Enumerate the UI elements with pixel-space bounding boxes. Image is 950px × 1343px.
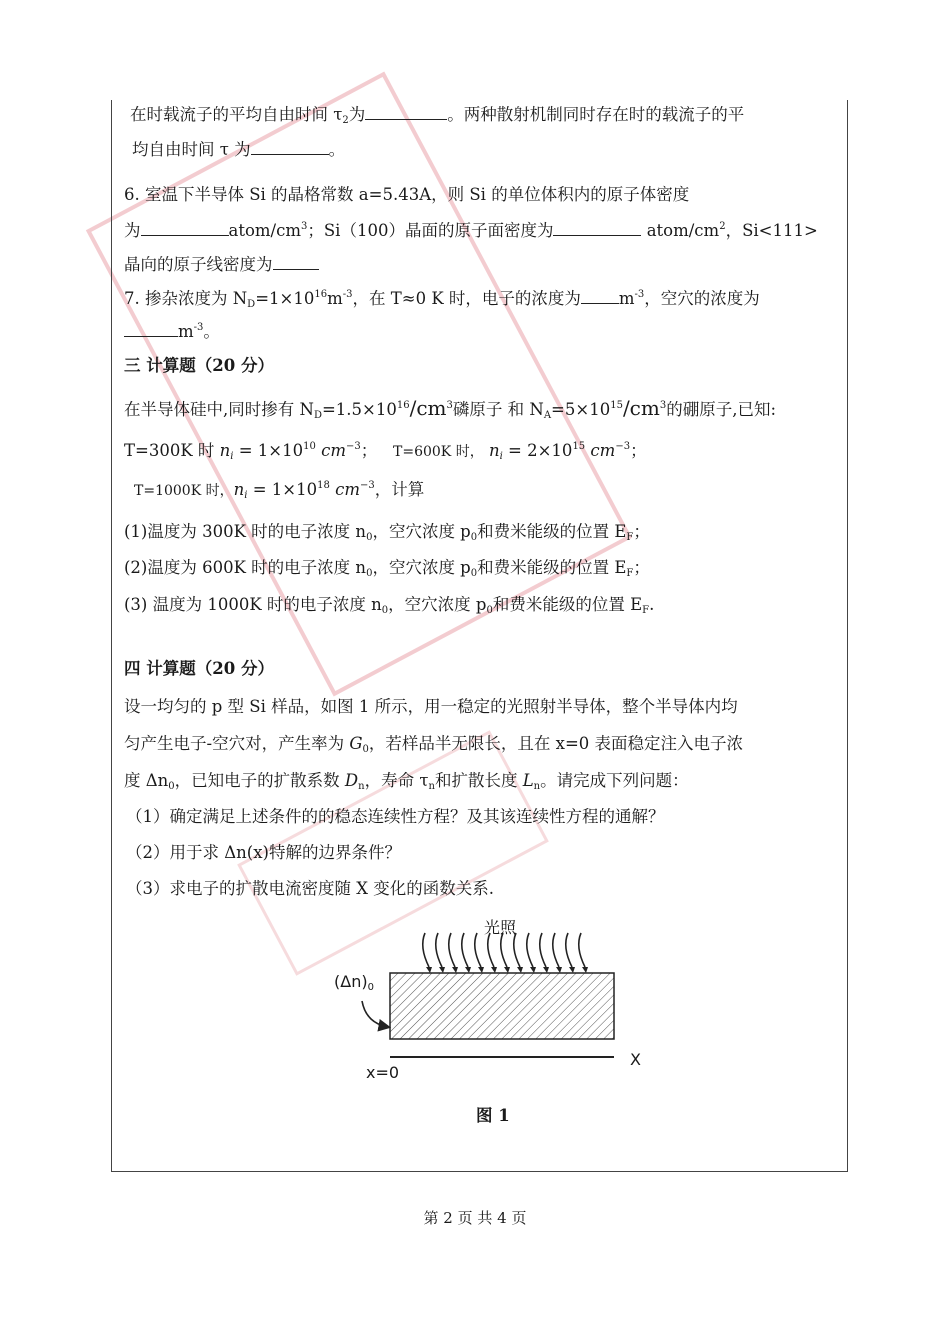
sec4-line3: 度 $\Delta n_0$，已知电子的扩散系数 $D_n$，寿命 $\tau_n$和扩散长度 $L_n$。请完成下列问题： xyxy=(124,771,689,792)
sec3-temp-300-600: T=300K 时 $n_i = 1\times 10^{10}$ $cm^{-3}$； T=600K 时， $n_i = 2\times 10^{15}$ $cm^{-3}$； xyxy=(124,441,647,462)
q5-line1: 在时载流子的平均自由时间 $\tau_2$为 。两种散射机制同时存在时的载流子的平 xyxy=(130,105,745,126)
q5-line2: 均自由时间 τ 为 。 xyxy=(132,140,346,159)
semiconductor-sample xyxy=(390,973,614,1039)
delta-n0-label: $(\Delta n)_0$ xyxy=(334,972,374,993)
injection-arrow xyxy=(362,1001,388,1027)
section4-title: 四 计算题（20 分） xyxy=(124,659,274,678)
sec3-problem-line: 在半导体硅中,同时掺有 $N_D=1.5\times 10^{16}/cm^3$磷原子 和 $N_A=5\times 10^{15}/cm^3$的硼原子,已知: xyxy=(124,396,777,421)
q7-line2: $m^{-3}$。 xyxy=(124,320,220,343)
section3-title: 三 计算题（20 分） xyxy=(124,356,274,375)
sec4-sub1: （1）确定满足上述条件的的稳态连续性方程？及其该连续性方程的通解？ xyxy=(126,807,665,826)
sec3-q2: (2)温度为 600K 时的电子浓度 $n_0$，空穴浓度 $p_0$和费米能级的位置 $E_F$； xyxy=(124,558,650,579)
sec4-sub2: （2）用于求 Δn(x)特解的边界条件？ xyxy=(126,843,401,862)
light-label: 光照 xyxy=(484,918,517,937)
sec4-line1: 设一均匀的 p 型 Si 样品，如图 1 所示，用一稳定的光照射半导体，整个半导体内均 xyxy=(124,697,738,716)
figure-caption: 图 1 xyxy=(476,1106,510,1125)
sec3-q1: (1)温度为 300K 时的电子浓度 $n_0$，空穴浓度 $p_0$和费米能级的位置 $E_F$； xyxy=(124,522,650,543)
q6-line1: 6. 室温下半导体 Si 的晶格常数 a=5.43A，则 Si 的单位体积内的原子体密度 xyxy=(124,185,690,204)
sec3-temp-1000: T=1000K 时，$n_i = 1\times 10^{18}$ $cm^{-3}$，计算 xyxy=(134,480,425,501)
page-footer: 第 2 页 共 4 页 xyxy=(423,1209,527,1227)
q7-line1: 7. 掺杂浓度为 $N_D=1\times 10^{16}m^{-3}$，在 T≈0 K 时，电子的浓度为 $m^{-3}$，空穴的浓度为 xyxy=(124,289,760,310)
sec4-line2: 匀产生电子-空穴对，产生率为 $G_0$，若样品半无限长，且在 x=0 表面稳定注入电子浓 xyxy=(124,734,744,755)
x-axis-label: X xyxy=(630,1050,641,1069)
light-arrows xyxy=(423,933,585,967)
q6-line3: 晶向的原子线密度为 xyxy=(124,253,319,276)
light-arrowheads xyxy=(426,967,588,973)
sec3-q3: (3) 温度为 1000K 时的电子浓度 $n_0$，空穴浓度 $p_0$和费米能级的位置 $E_F$. xyxy=(124,595,655,616)
q6-line2: 为 atom/$cm^3$；Si（100）晶面的原子面密度为 atom/$cm^2$，Si<111> xyxy=(124,221,818,240)
x0-label: x=0 xyxy=(366,1063,400,1082)
sec4-sub3: （3）求电子的扩散电流密度随 X 变化的函数关系. xyxy=(126,879,494,898)
